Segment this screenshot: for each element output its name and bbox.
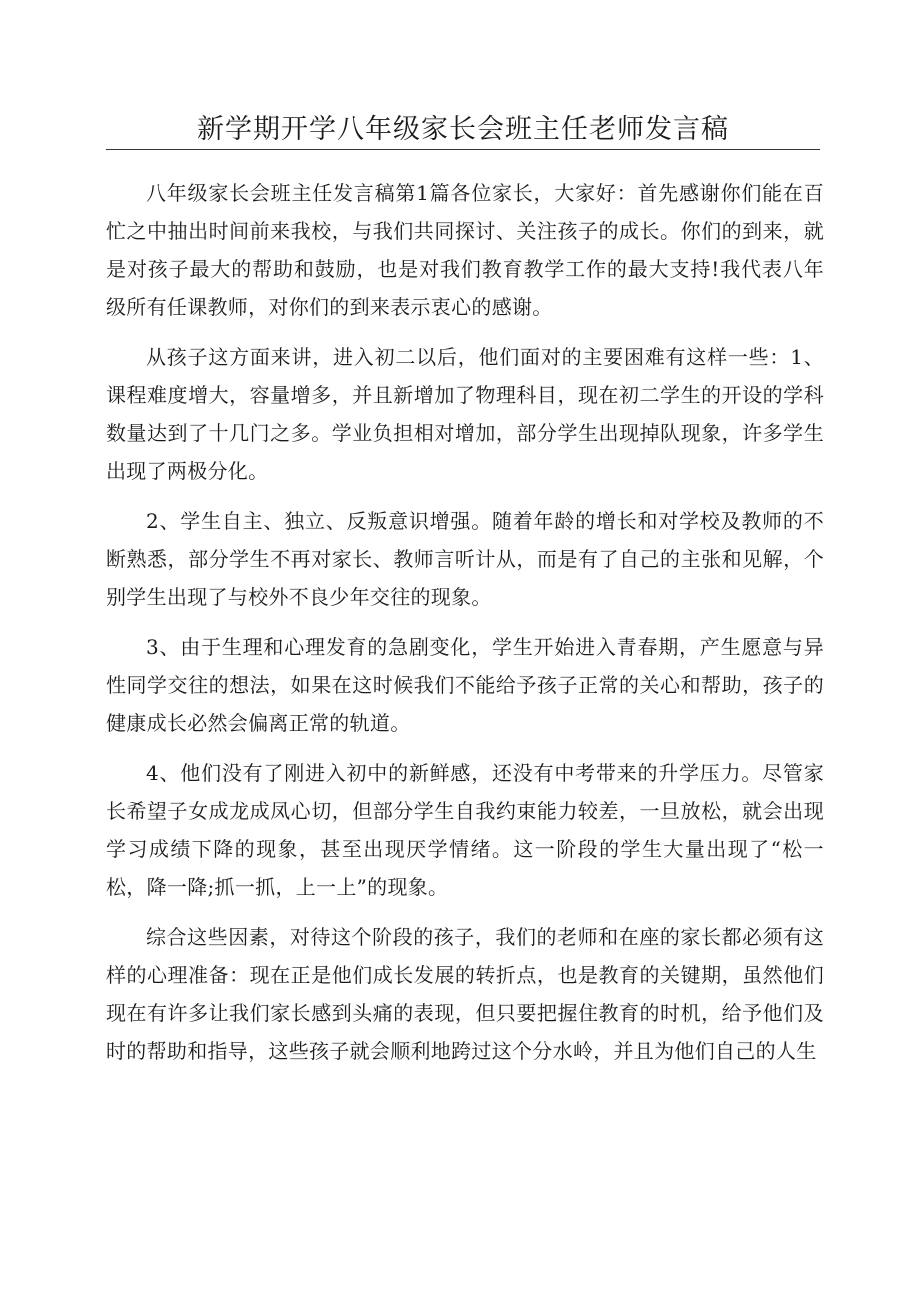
paragraph-3: 2、学生自主、独立、反叛意识增强。随着年龄的增长和对学校及教师的不断熟悉，部分学生不再对家长、教师言听计从，而是有了自己的主张和见解，个别学生出现了与校外不良少年交往的现象。 <box>106 509 824 609</box>
paragraph-6: 综合这些因素，对待这个阶段的孩子，我们的老师和在座的家长都必须有这样的心理准备：现在正是他们成长发展的转折点，也是教育的关键期，虽然他们现在有许多让我们家长感到头痛的表现，但只要把握住教育的时机，给予他们及时的帮助和指导，这些孩子就会顺利地跨过这个分水岭，并且为他们自己的人生 <box>106 925 824 1063</box>
title-underline <box>106 149 820 150</box>
document-body <box>106 174 824 1082</box>
paragraph-5: 4、他们没有了刚进入初中的新鲜感，还没有中考带来的升学压力。尽管家长希望子女成龙成凤心切，但部分学生自我约束能力较差，一旦放松，就会出现学习成绩下降的现象，甚至出现厌学情绪。这一阶段的学生大量出现了“松一松，降一降;抓一抓，上一上”的现象。 <box>106 761 824 899</box>
paragraph-1: 八年级家长会班主任发言稿第1篇各位家长，大家好：首先感谢你们能在百忙之中抽出时间前来我校，与我们共同探讨、关注孩子的成长。你们的到来，就是对孩子最大的帮助和鼓励，也是对我们教育教学工作的最大支持!我代表八年级所有任课教师，对你们的到来表示衷心的感谢。 <box>106 181 824 319</box>
paragraph-4: 3、由于生理和心理发育的急剧变化，学生开始进入青春期，产生愿意与异性同学交往的想法，如果在这时候我们不能给予孩子正常的关心和帮助，孩子的健康成长必然会偏离正常的轨道。 <box>106 635 824 735</box>
paragraph-2: 从孩子这方面来讲，进入初二以后，他们面对的主要困难有这样一些：1、课程难度增大，容量增多，并且新增加了物理科目，现在初二学生的开设的学科数量达到了十几门之多。学业负担相对增加，部分学生出现掉队现象，许多学生出现了两极分化。 <box>106 345 824 483</box>
document-title: 新学期开学八年级家长会班主任老师发言稿 <box>197 114 729 145</box>
